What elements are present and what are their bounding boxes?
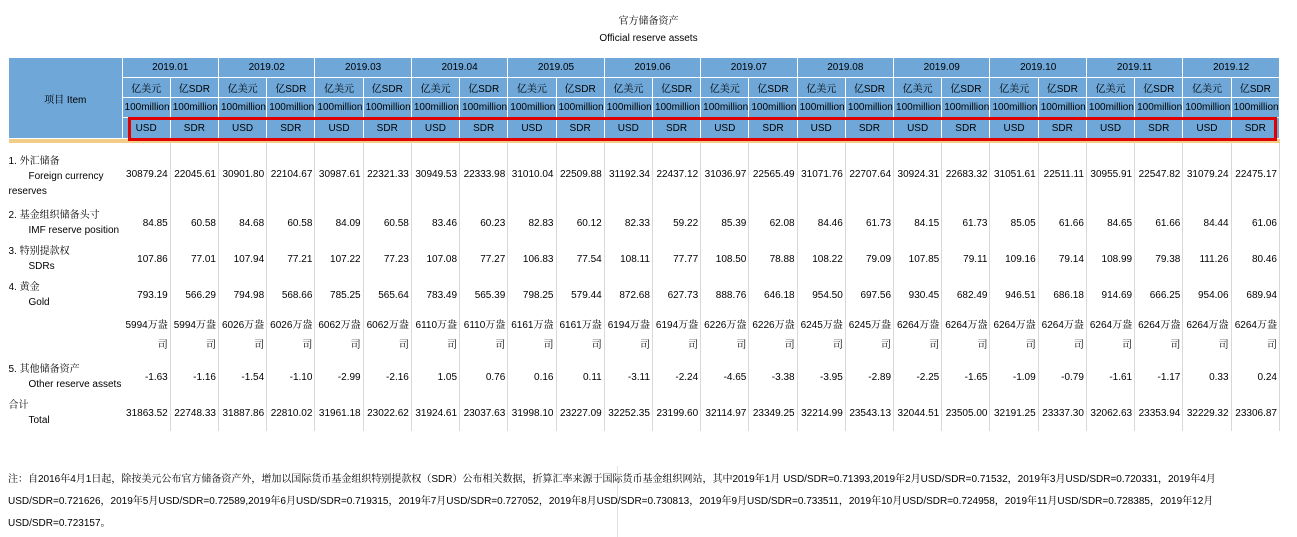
table-row [9, 359, 1280, 395]
value-cell: -2.99 [315, 359, 363, 395]
value-cell: 0.24 [1231, 359, 1279, 395]
unit-usd-cn: 亿美元 [990, 78, 1038, 98]
row-label-cn: 合计 [8, 400, 29, 411]
unit-usd-cn: 亿美元 [508, 78, 556, 98]
month-header: 2019.10 [990, 58, 1086, 78]
unit-100million: 100million [797, 98, 845, 118]
unit-sdr-cn: 亿SDR [942, 78, 990, 98]
value-cell: 31863.52 [122, 395, 170, 431]
value-cell: 32191.25 [990, 395, 1038, 431]
value-cell: 22707.64 [845, 143, 893, 205]
value-cell: 5994万盎司 [122, 313, 170, 359]
value-cell: -2.89 [845, 359, 893, 395]
value-cell: 23227.09 [556, 395, 604, 431]
value-cell: 108.22 [797, 241, 845, 277]
unit-100million: 100million [604, 98, 652, 118]
table-header [9, 58, 1280, 139]
header-month-row [9, 58, 1280, 78]
value-cell: 0.76 [460, 359, 508, 395]
table-row [9, 313, 1280, 359]
value-cell: 793.19 [122, 277, 170, 313]
unit-sdr-cn: 亿SDR [749, 78, 797, 98]
value-cell: 30879.24 [122, 143, 170, 205]
value-cell: 80.46 [1231, 241, 1279, 277]
currency-sdr: SDR [1135, 118, 1183, 139]
unit-usd-cn: 亿美元 [315, 78, 363, 98]
value-cell: 107.85 [894, 241, 942, 277]
value-cell: 32214.99 [797, 395, 845, 431]
table-row [9, 143, 1280, 205]
value-cell: 6226万盎司 [701, 313, 749, 359]
row-label [9, 241, 123, 277]
value-cell: 794.98 [218, 277, 266, 313]
value-cell: 23337.30 [1038, 395, 1086, 431]
table-row [9, 205, 1280, 241]
unit-usd-cn: 亿美元 [411, 78, 459, 98]
value-cell: -1.65 [942, 359, 990, 395]
row-label [9, 143, 123, 205]
currency-sdr: SDR [170, 118, 218, 139]
value-cell: 22321.33 [363, 143, 411, 205]
unit-100million: 100million [1038, 98, 1086, 118]
value-cell: 6226万盎司 [749, 313, 797, 359]
value-cell: 6026万盎司 [267, 313, 315, 359]
unit-usd-cn: 亿美元 [701, 78, 749, 98]
currency-usd: USD [990, 118, 1038, 139]
value-cell: 61.73 [845, 205, 893, 241]
row-label-en: Total [28, 415, 50, 426]
value-cell: 107.94 [218, 241, 266, 277]
value-cell: 1.05 [411, 359, 459, 395]
value-cell: 59.22 [652, 205, 700, 241]
value-cell: 930.45 [894, 277, 942, 313]
value-cell: 31036.97 [701, 143, 749, 205]
row-label [9, 359, 123, 395]
table-row [9, 395, 1280, 431]
currency-usd: USD [508, 118, 556, 139]
value-cell: 568.66 [267, 277, 315, 313]
value-cell: -2.16 [363, 359, 411, 395]
value-cell: 6110万盎司 [411, 313, 459, 359]
value-cell: 6264万盎司 [894, 313, 942, 359]
value-cell: 666.25 [1135, 277, 1183, 313]
value-cell: -1.63 [122, 359, 170, 395]
month-header: 2019.01 [122, 58, 218, 78]
unit-usd-cn: 亿美元 [1183, 78, 1231, 98]
unit-100million: 100million [652, 98, 700, 118]
unit-sdr-cn: 亿SDR [556, 78, 604, 98]
value-cell: -0.79 [1038, 359, 1086, 395]
value-cell: 61.73 [942, 205, 990, 241]
month-header: 2019.08 [797, 58, 893, 78]
value-cell: 6161万盎司 [508, 313, 556, 359]
unit-100million: 100million [701, 98, 749, 118]
value-cell: 23543.13 [845, 395, 893, 431]
value-cell: 22683.32 [942, 143, 990, 205]
unit-100million: 100million [556, 98, 604, 118]
unit-usd-cn: 亿美元 [894, 78, 942, 98]
value-cell: 77.01 [170, 241, 218, 277]
value-cell: 30949.53 [411, 143, 459, 205]
unit-100million: 100million [990, 98, 1038, 118]
unit-100million: 100million [942, 98, 990, 118]
currency-sdr: SDR [942, 118, 990, 139]
table-title-cn: 官方储备资产 [618, 16, 679, 27]
unit-usd-cn: 亿美元 [218, 78, 266, 98]
value-cell: 22104.67 [267, 143, 315, 205]
value-cell: 565.39 [460, 277, 508, 313]
value-cell: 106.83 [508, 241, 556, 277]
value-cell: 5994万盎司 [170, 313, 218, 359]
value-cell: 60.58 [363, 205, 411, 241]
value-cell: 77.23 [363, 241, 411, 277]
value-cell: 84.85 [122, 205, 170, 241]
value-cell: 22509.88 [556, 143, 604, 205]
value-cell: 32252.35 [604, 395, 652, 431]
currency-usd: USD [604, 118, 652, 139]
value-cell: 646.18 [749, 277, 797, 313]
unit-usd-cn: 亿美元 [122, 78, 170, 98]
currency-usd: USD [701, 118, 749, 139]
unit-sdr-cn: 亿SDR [460, 78, 508, 98]
value-cell: 22333.98 [460, 143, 508, 205]
currency-sdr: SDR [845, 118, 893, 139]
value-cell: 77.77 [652, 241, 700, 277]
value-cell: 6264万盎司 [1231, 313, 1279, 359]
unit-sdr-cn: 亿SDR [845, 78, 893, 98]
value-cell: 6062万盎司 [315, 313, 363, 359]
value-cell: 31051.61 [990, 143, 1038, 205]
value-cell: 6110万盎司 [460, 313, 508, 359]
table-row [9, 241, 1280, 277]
currency-sdr: SDR [1231, 118, 1279, 139]
row-label-en: Other reserve assets [28, 379, 122, 390]
unit-100million: 100million [1135, 98, 1183, 118]
month-header: 2019.11 [1086, 58, 1182, 78]
month-header: 2019.02 [218, 58, 314, 78]
value-cell: 32044.51 [894, 395, 942, 431]
row-label [9, 205, 123, 241]
table-row [9, 277, 1280, 313]
value-cell: 77.21 [267, 241, 315, 277]
row-label-cn: 4. 黄金 [8, 282, 40, 293]
value-cell: 697.56 [845, 277, 893, 313]
value-cell: 32062.63 [1086, 395, 1134, 431]
value-cell: -4.65 [701, 359, 749, 395]
value-cell: 84.15 [894, 205, 942, 241]
value-cell: 6245万盎司 [797, 313, 845, 359]
value-cell: 84.44 [1183, 205, 1231, 241]
value-cell: 6264万盎司 [942, 313, 990, 359]
unit-sdr-cn: 亿SDR [1231, 78, 1279, 98]
row-label-cn: 3. 特别提款权 [8, 246, 70, 257]
value-cell: 32229.32 [1183, 395, 1231, 431]
reserve-assets-table [8, 57, 1280, 431]
currency-usd: USD [894, 118, 942, 139]
value-cell: 31071.76 [797, 143, 845, 205]
value-cell: 6264万盎司 [1086, 313, 1134, 359]
value-cell: 30987.61 [315, 143, 363, 205]
currency-usd: USD [411, 118, 459, 139]
item-header: 项目 Item [9, 58, 123, 139]
currency-sdr: SDR [267, 118, 315, 139]
month-header: 2019.03 [315, 58, 411, 78]
value-cell: 31192.34 [604, 143, 652, 205]
value-cell: 22511.11 [1038, 143, 1086, 205]
value-cell: 32114.97 [701, 395, 749, 431]
footnote: 注：自2016年4月1日起，除按美元公布官方储备资产外，增加以国际货币基金组织特别提款权（SDR）公布相关数据，折算汇率来源于国际货币基金组织网站，其中2019年1月 USD/SDR=0.71393,2019年2月USD/SDR=0.71532，2019年3月USD/SDR=0.720331，2019年4月USD/SDR=0.721626，2019年5月USD/SDR=0.72589,2019年6月USD/SDR=0.719315，2019年7月USD/SDR=0.727052，2019年8月USD/SDR=0.730813，2019年9月USD/SDR=0.733511，2019年10月USD/SDR=0.724958，2019年11月USD/SDR=0.728385，2019年12月USD/SDR=0.723157。 [8, 474, 1216, 529]
row-label-en-cont: reserves [8, 185, 47, 197]
month-header: 2019.05 [508, 58, 604, 78]
unit-100million: 100million [267, 98, 315, 118]
unit-100million: 100million [218, 98, 266, 118]
value-cell: 22748.33 [170, 395, 218, 431]
value-cell: 565.64 [363, 277, 411, 313]
month-header: 2019.07 [701, 58, 797, 78]
value-cell: 686.18 [1038, 277, 1086, 313]
value-cell: 31924.61 [411, 395, 459, 431]
value-cell: 0.16 [508, 359, 556, 395]
value-cell: -1.16 [170, 359, 218, 395]
value-cell: -1.61 [1086, 359, 1134, 395]
value-cell: 77.54 [556, 241, 604, 277]
value-cell: 22810.02 [267, 395, 315, 431]
value-cell: 30924.31 [894, 143, 942, 205]
unit-usd-cn: 亿美元 [1086, 78, 1134, 98]
unit-100million: 100million [460, 98, 508, 118]
value-cell: 60.58 [170, 205, 218, 241]
header-unit-en-row [9, 98, 1280, 118]
value-cell: 30955.91 [1086, 143, 1134, 205]
value-cell: 946.51 [990, 277, 1038, 313]
value-cell: -1.54 [218, 359, 266, 395]
row-label-cn: 5. 其他储备资产 [8, 364, 80, 375]
value-cell: 82.83 [508, 205, 556, 241]
currency-usd: USD [1183, 118, 1231, 139]
value-cell: 85.05 [990, 205, 1038, 241]
value-cell: 566.29 [170, 277, 218, 313]
unit-100million: 100million [1231, 98, 1279, 118]
value-cell: 22547.82 [1135, 143, 1183, 205]
currency-usd: USD [797, 118, 845, 139]
currency-sdr: SDR [652, 118, 700, 139]
value-cell: 31961.18 [315, 395, 363, 431]
value-cell: 31887.86 [218, 395, 266, 431]
row-label-en: Foreign currency [28, 170, 104, 182]
unit-100million: 100million [1183, 98, 1231, 118]
header-currency-row [9, 118, 1280, 139]
value-cell: 61.66 [1135, 205, 1183, 241]
value-cell: 23022.62 [363, 395, 411, 431]
value-cell: 62.08 [749, 205, 797, 241]
currency-sdr: SDR [363, 118, 411, 139]
value-cell: 783.49 [411, 277, 459, 313]
unit-100million: 100million [411, 98, 459, 118]
unit-100million: 100million [845, 98, 893, 118]
value-cell: 108.11 [604, 241, 652, 277]
value-cell: 954.06 [1183, 277, 1231, 313]
value-cell: 83.46 [411, 205, 459, 241]
unit-100million: 100million [749, 98, 797, 118]
currency-sdr: SDR [556, 118, 604, 139]
row-label [9, 277, 123, 313]
value-cell: 627.73 [652, 277, 700, 313]
month-header: 2019.09 [894, 58, 990, 78]
value-cell: 914.69 [1086, 277, 1134, 313]
value-cell: 22437.12 [652, 143, 700, 205]
row-label [9, 313, 123, 359]
value-cell: 108.99 [1086, 241, 1134, 277]
value-cell: 6161万盎司 [556, 313, 604, 359]
value-cell: -2.25 [894, 359, 942, 395]
value-cell: 84.65 [1086, 205, 1134, 241]
unit-100million: 100million [315, 98, 363, 118]
value-cell: 785.25 [315, 277, 363, 313]
header-unit-cn-row [9, 78, 1280, 98]
value-cell: 79.09 [845, 241, 893, 277]
month-header: 2019.12 [1183, 58, 1280, 78]
unit-usd-cn: 亿美元 [604, 78, 652, 98]
value-cell: 85.39 [701, 205, 749, 241]
row-label-en: SDRs [28, 261, 55, 272]
value-cell: 6264万盎司 [1135, 313, 1183, 359]
value-cell: 0.11 [556, 359, 604, 395]
value-cell: 61.66 [1038, 205, 1086, 241]
value-cell: 888.76 [701, 277, 749, 313]
currency-usd: USD [1086, 118, 1134, 139]
value-cell: 109.16 [990, 241, 1038, 277]
value-cell: 23306.87 [1231, 395, 1279, 431]
currency-usd: USD [218, 118, 266, 139]
value-cell: 22565.49 [749, 143, 797, 205]
value-cell: 77.27 [460, 241, 508, 277]
value-cell: 0.33 [1183, 359, 1231, 395]
row-label-cn: 2. 基金组织储备头寸 [8, 210, 100, 221]
value-cell: 682.49 [942, 277, 990, 313]
value-cell: 6264万盎司 [1183, 313, 1231, 359]
value-cell: -3.11 [604, 359, 652, 395]
value-cell: 23349.25 [749, 395, 797, 431]
row-label-cn: 1. 外汇储备 [8, 155, 60, 167]
value-cell: 84.68 [218, 205, 266, 241]
value-cell: 689.94 [1231, 277, 1279, 313]
unit-100million: 100million [508, 98, 556, 118]
month-header: 2019.04 [411, 58, 507, 78]
currency-usd: USD [315, 118, 363, 139]
value-cell: 22475.17 [1231, 143, 1279, 205]
value-cell: 6194万盎司 [604, 313, 652, 359]
value-cell: 84.46 [797, 205, 845, 241]
value-cell: 107.08 [411, 241, 459, 277]
currency-usd: USD [122, 118, 170, 139]
value-cell: 79.38 [1135, 241, 1183, 277]
value-cell: 79.11 [942, 241, 990, 277]
value-cell: 6264万盎司 [990, 313, 1038, 359]
row-label-en: IMF reserve position [28, 225, 120, 236]
value-cell: -1.17 [1135, 359, 1183, 395]
unit-sdr-cn: 亿SDR [363, 78, 411, 98]
unit-100million: 100million [363, 98, 411, 118]
value-cell: 23505.00 [942, 395, 990, 431]
currency-sdr: SDR [460, 118, 508, 139]
value-cell: 107.22 [315, 241, 363, 277]
value-cell: -3.38 [749, 359, 797, 395]
value-cell: 111.26 [1183, 241, 1231, 277]
value-cell: 23037.63 [460, 395, 508, 431]
unit-sdr-cn: 亿SDR [1038, 78, 1086, 98]
unit-sdr-cn: 亿SDR [170, 78, 218, 98]
value-cell: 79.14 [1038, 241, 1086, 277]
unit-100million: 100million [894, 98, 942, 118]
value-cell: 61.06 [1231, 205, 1279, 241]
value-cell: 84.09 [315, 205, 363, 241]
value-cell: -1.09 [990, 359, 1038, 395]
currency-sdr: SDR [1038, 118, 1086, 139]
value-cell: 872.68 [604, 277, 652, 313]
value-cell: 82.33 [604, 205, 652, 241]
value-cell: 60.23 [460, 205, 508, 241]
value-cell: 6264万盎司 [1038, 313, 1086, 359]
value-cell: 31079.24 [1183, 143, 1231, 205]
value-cell: 579.44 [556, 277, 604, 313]
unit-sdr-cn: 亿SDR [652, 78, 700, 98]
unit-100million: 100million [1086, 98, 1134, 118]
row-label [9, 395, 123, 431]
value-cell: 60.12 [556, 205, 604, 241]
unit-usd-cn: 亿美元 [797, 78, 845, 98]
value-cell: 23353.94 [1135, 395, 1183, 431]
value-cell: -1.10 [267, 359, 315, 395]
unit-sdr-cn: 亿SDR [1135, 78, 1183, 98]
value-cell: 22045.61 [170, 143, 218, 205]
unit-sdr-cn: 亿SDR [267, 78, 315, 98]
currency-sdr: SDR [749, 118, 797, 139]
value-cell: 60.58 [267, 205, 315, 241]
value-cell: 23199.60 [652, 395, 700, 431]
row-label-en: Gold [28, 297, 50, 308]
table-body [9, 139, 1280, 432]
unit-100million: 100million [170, 98, 218, 118]
value-cell: 31998.10 [508, 395, 556, 431]
value-cell: 954.50 [797, 277, 845, 313]
value-cell: -2.24 [652, 359, 700, 395]
value-cell: 107.86 [122, 241, 170, 277]
value-cell: 6026万盎司 [218, 313, 266, 359]
unit-100million: 100million [122, 98, 170, 118]
table-title-en: Official reserve assets [599, 33, 698, 44]
month-header: 2019.06 [604, 58, 700, 78]
value-cell: 108.50 [701, 241, 749, 277]
value-cell: -3.95 [797, 359, 845, 395]
value-cell: 31010.04 [508, 143, 556, 205]
value-cell: 798.25 [508, 277, 556, 313]
value-cell: 6245万盎司 [845, 313, 893, 359]
value-cell: 30901.80 [218, 143, 266, 205]
value-cell: 6062万盎司 [363, 313, 411, 359]
value-cell: 78.88 [749, 241, 797, 277]
value-cell: 6194万盎司 [652, 313, 700, 359]
